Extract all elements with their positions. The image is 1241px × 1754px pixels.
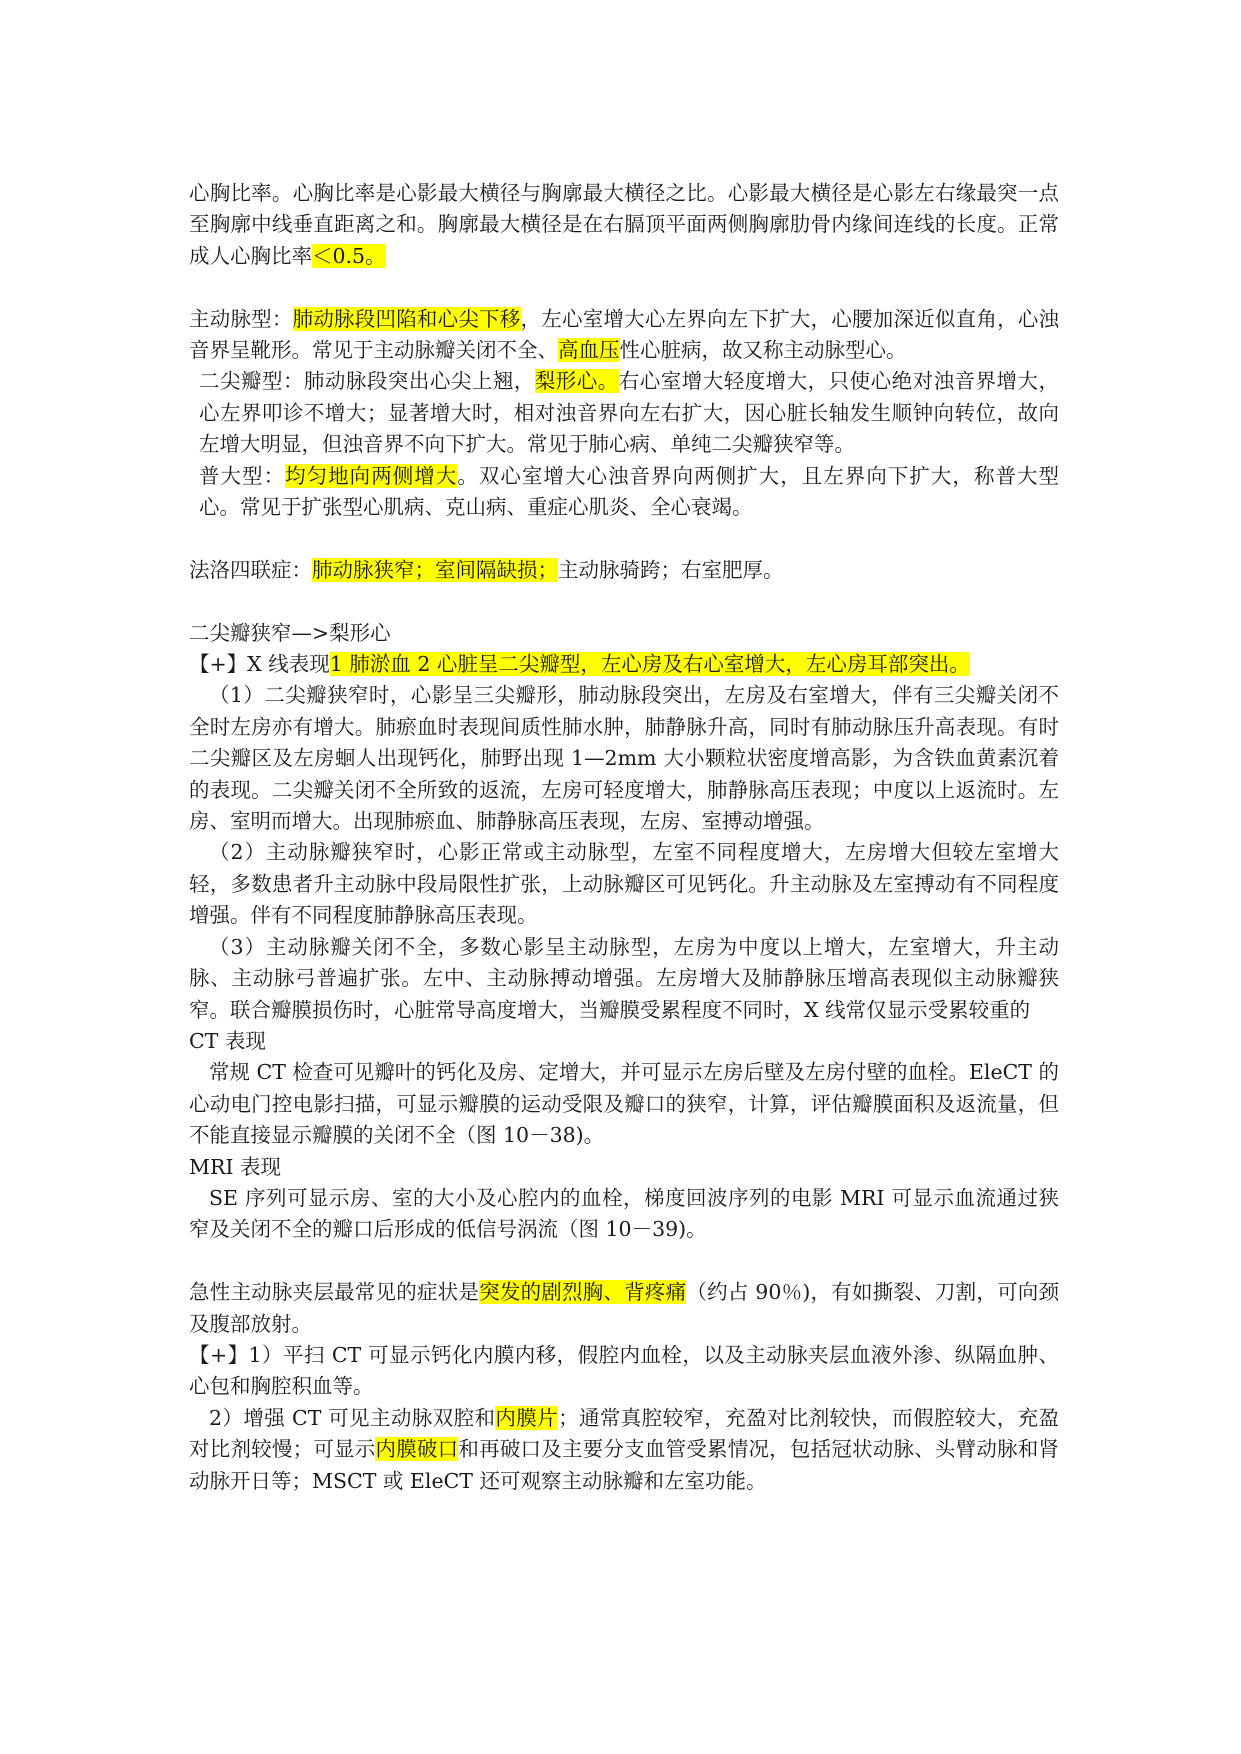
paragraph-plain-ct: 【+】1）平扫 CT 可显示钙化内膜内移，假腔内血栓，以及主动脉夹层血液外渗、纵隔血肿、心包和胸腔积血等。 — [189, 1342, 1059, 1399]
paragraph-tetralogy-of-fallot — [189, 555, 1059, 586]
heading-mri-findings: MRI 表现 — [189, 1154, 282, 1179]
highlighted-text: 肺动脉段凹陷和心尖下移 — [292, 306, 521, 331]
paragraph-mri-findings: SE 序列可显示房、室的大小及心腔内的血栓，梯度回波序列的电影 MRI 可显示血流通过狭窄及关闭不全的瓣口后形成的低信号涡流（图 10－39)。 — [189, 1185, 1059, 1242]
text-span: 右心室增大轻度增大，只使心绝对浊音界增大，心左界叩诊不增大；显著增大时，相对浊音界向左右扩大，因心脏长轴发生顺钟向转位，故向左增大明显，但浊音界不向下扩大。常见于肺心病、单纯二尖瓣狭窄等。 — [199, 369, 1060, 457]
paragraph-cardiothoracic-ratio — [189, 178, 1059, 272]
text-span: 主动脉骑跨；右室肥厚。 — [558, 557, 784, 582]
highlighted-text: ＜0.5。 — [312, 243, 386, 268]
highlighted-text: 均匀地向两侧增大 — [285, 463, 458, 488]
text-span: 【+】X 线表现 — [189, 652, 330, 677]
paragraph-ct-findings: 常规 CT 检查可见瓣叶的钙化及房、定增大，并可显示左房后壁及左房付壁的血栓。EleCT 的心动电门控电影扫描，可显示瓣膜的运动受限及瓣口的狭窄，计算，评估瓣膜面积及返流量，但不能直接显示瓣膜的关闭不全（图 10－38)。 — [189, 1060, 1059, 1148]
paragraph-mitral-stenosis-heading: 二尖瓣狭窄—>梨形心 — [189, 620, 391, 645]
blank-line — [189, 523, 1059, 554]
paragraph-item-3: （3）主动脉瓣关闭不全，多数心影呈主动脉型，左房为中度以上增大，左室增大，升主动脉、主动脉弓普遍扩张。左中、主动脉搏动增强。左房增大及肺静脉压增高表现似主动脉瓣狭窄。联合瓣膜损伤时，心脏常导高度增大，当瓣膜受累程度不同时，X 线常仅显示受累较重的 — [189, 934, 1059, 1022]
text-span: 主动脉型： — [189, 306, 293, 331]
highlighted-text: 梨形心。 — [534, 369, 619, 394]
text-span: ；通常真腔较窄，充盈对比剂较快，而假腔较大，充盈对比剂较慢；可显示 — [189, 1405, 1060, 1462]
highlighted-text: 内膜片 — [495, 1405, 559, 1430]
text-span: 2）增强 CT 可见主动脉双腔和 — [209, 1405, 496, 1430]
paragraph-item-1: （1）二尖瓣狭窄时，心影呈三尖瓣形，肺动脉段突出，左房及右室增大，伴有三尖瓣关闭不全时左房亦有增大。肺瘀血时表现间质性肺水肿，肺静脉升高，同时有肺动脉压升高表现。有时二尖瓣区及左房蛔人出现钙化，肺野出现 1—2mm 大小颗粒状密度增高影，为含铁血黄素沉着的表现。二尖瓣关闭不全所致的返流，左房可轻度增大，肺静脉高压表现；中度以上返流时。左房、室明而增大。出现肺瘀血、肺静脉高压表现，左房、室搏动增强。 — [189, 683, 1059, 834]
paragraph-aortic-type — [189, 304, 1059, 367]
document-body — [189, 178, 1059, 1497]
text-span: 二尖瓣型：肺动脉段突出心尖上翘， — [199, 369, 535, 394]
paragraph-aortic-dissection — [189, 1277, 1059, 1340]
highlighted-text: 内膜破口 — [375, 1437, 459, 1462]
highlighted-text: 高血压 — [558, 338, 620, 363]
highlighted-text: 突发的剧烈胸、背疼痛 — [479, 1280, 687, 1305]
paragraph-item-2: （2）主动脉瓣狭窄时，心影正常或主动脉型，左室不同程度增大，左房增大但较左室增大轻，多数患者升主动脉中段局限性扩张，上动脉瓣区可见钙化。升主动脉及左室搏动有不同程度增强。伴有不同程度肺静脉高压表现。 — [189, 840, 1059, 928]
text-span: 。双心室增大心浊音界向两侧扩大，且左界向下扩大，称普大型心。常见于扩张型心肌病、克山病、重症心肌炎、全心衰竭。 — [199, 463, 1060, 520]
blank-line — [189, 272, 1059, 303]
text-span: 普大型： — [199, 463, 286, 488]
text-span: 心胸比率。心胸比率是心影最大横径与胸廓最大横径之比。心影最大横径是心影左右缘最突一点至胸廓中线垂直距离之和。胸廓最大横径是在右膈顶平面两侧胸廓肋骨内缘间连线的长度。正常成人心胸比率 — [189, 181, 1059, 268]
paragraph-xray-findings — [189, 649, 1059, 680]
highlighted-text: 1 肺淤血 2 心脏呈二尖瓣型，左心房及右心室增大，左心房耳部突出。 — [329, 652, 970, 677]
text-span: 和再破口及主要分支血管受累情况，包括冠状动脉、头臂动脉和肾动脉开日等；MSCT 或 EleCT 还可观察主动脉瓣和左室功能。 — [189, 1437, 1060, 1493]
paragraph-enhanced-ct — [189, 1403, 1059, 1497]
text-span: ，左心室增大心左界向左下扩大，心腰加深近似直角，心浊音界呈靴形。常见于主动脉瓣关闭不全、 — [189, 306, 1060, 363]
blank-line — [189, 586, 1059, 617]
paragraph-mitral-type — [189, 366, 1059, 460]
blank-line — [189, 1246, 1059, 1277]
text-span: （约占 90％)，有如撕裂、刀割，可向颈及腹部放射。 — [189, 1280, 1060, 1336]
heading-ct-findings: CT 表现 — [189, 1028, 266, 1053]
text-span: 性心脏病，故又称主动脉型心。 — [619, 338, 907, 363]
text-span: 急性主动脉夹层最常见的症状是 — [189, 1280, 480, 1305]
paragraph-global-type — [189, 461, 1059, 524]
highlighted-text: 肺动脉狭窄；室间隔缺损； — [312, 557, 558, 582]
text-span: 法洛四联症： — [189, 557, 312, 582]
